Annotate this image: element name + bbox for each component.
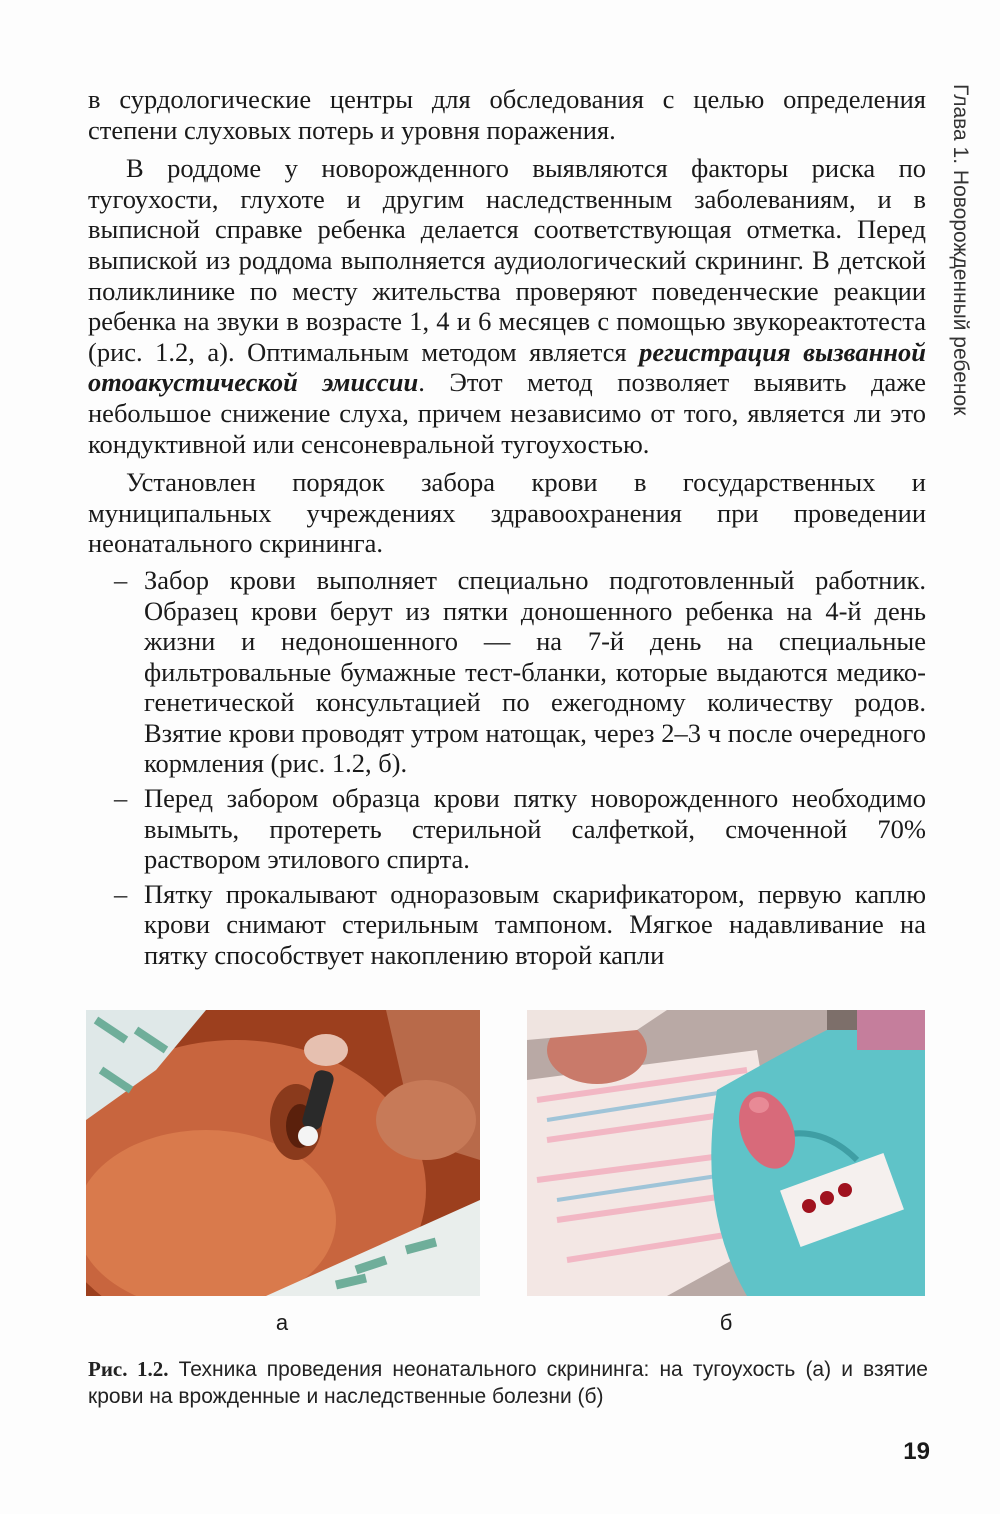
list-item	[114, 878, 926, 971]
photo-heel-blood-sampling	[527, 1010, 925, 1296]
photo-hearing-screening-illustration	[86, 1010, 480, 1296]
chapter-title-vertical: Глава 1. Новорожденный ребенок	[949, 84, 972, 416]
list-item-text: Пятку прокалывают одноразовым скарификатором, первую каплю крови снимают стерильным тампоном. Мягкое надавливание на пятку способствует накоплению второй капли	[144, 878, 926, 971]
paragraph-2-text-end: . Этот метод позволяет выявить даже небольшое снижение слуха, причем независимо от того, является ли это кондуктивной или сенсоневральной тугоухостью.	[88, 367, 926, 459]
figure-caption	[88, 1356, 928, 1410]
caption-text: Техника проведения неонатального скрининга: на тугоухость (а) и взятие крови на врожденные и наследственные болезни (б)	[88, 1358, 928, 1408]
procedure-list	[88, 565, 926, 971]
paragraph-2-text-start: В роддоме у новорожденного выявляются факторы риска по тугоухости, глухоте и другим наследственным заболеваниям, и в выписной справке ребенка делается соответствующая отметка. Перед выпиской из роддома выполняется аудиологический скрининг. В детской поликлинике по месту жительства проверяют поведенческие реакции ребенка на звуки в возрасте 1, 4 и 6 месяцев с помощью звукореактотеста (рис. 1.2, а). Оптимальным методом является	[88, 153, 926, 367]
figure-label-a: а	[275, 1310, 289, 1335]
list-dash: –	[114, 783, 128, 814]
chapter-running-header	[946, 84, 976, 444]
paragraph-2	[88, 153, 926, 459]
page-number: 19	[903, 1438, 930, 1465]
photo-heel-blood-sampling-illustration	[527, 1010, 925, 1296]
paragraph-1: в сурдологические центры для обследования с целью определения степени слуховых потерь и уровня поражения.	[88, 84, 926, 145]
list-item	[114, 783, 926, 875]
paragraph-3: Установлен порядок забора крови в государственных и муниципальных учреждениях здравоохранения при проведении неонатального скрининга.	[88, 467, 926, 559]
list-dash: –	[114, 878, 128, 909]
list-item-text: Забор крови выполняет специально подготовленный работник. Образец крови берут из пятки доношенного ребенка на 4-й день жизни и недоношенного — на 7-й день на специальные фильтровальные бумажные тест-бланки, которые выдаются медико-генетической консультацией по ежегодному количеству родов. Взятие крови проводят утром натощак, через 2–3 ч после очередного кормления (рис. 1.2, б).	[144, 564, 926, 779]
list-dash: –	[114, 564, 128, 595]
list-item-text: Перед забором образца крови пятку новорожденного необходимо вымыть, протереть стерильной салфеткой, смоченной 70% раствором этилового спирта.	[144, 783, 926, 875]
photo-hearing-screening	[86, 1010, 480, 1296]
list-item	[114, 564, 926, 779]
caption-label: Рис. 1.2.	[88, 1357, 169, 1381]
emphasis-term: регистрация вызванной отоакустической эмиссии	[88, 336, 926, 398]
body-text	[88, 84, 926, 975]
figure-label-b: б	[719, 1310, 733, 1335]
